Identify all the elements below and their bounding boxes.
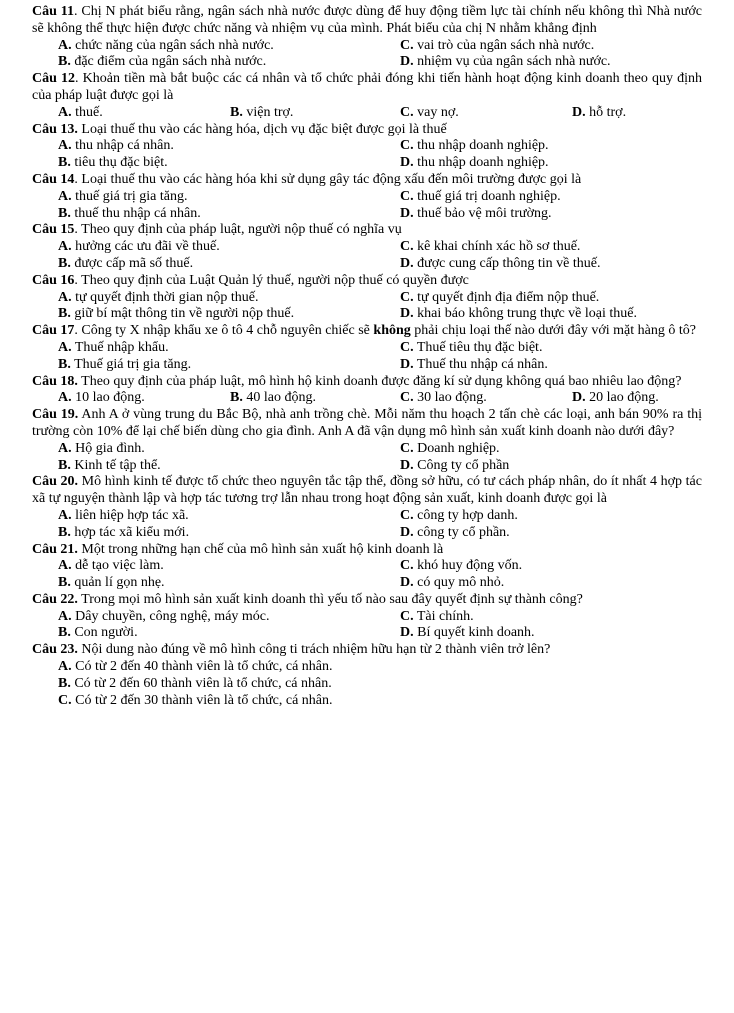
answer-option (400, 390, 572, 407)
option-text: khai báo không trung thực về loại thuế. (413, 306, 637, 322)
option-letter: C. (400, 608, 414, 624)
question-text: Trong mọi mô hình sản xuất kinh doanh thì yếu tố nào sau đây quyết định sự thành công? (77, 591, 583, 607)
answer-option (400, 458, 702, 475)
option-text: kê khai chính xác hồ sơ thuế. (413, 239, 581, 255)
option-text: Có từ 2 đến 60 thành viên là tổ chức, cá nhân. (70, 675, 332, 691)
option-letter: D. (572, 104, 586, 120)
question-stem (32, 172, 702, 189)
option-text: được cung cấp thông tin về thuế. (413, 255, 601, 271)
question-text: Mô hình kinh tế được tổ chức theo nguyên tắc tập thể, đồng sở hữu, có tư cách pháp nhân, do ít nhất 4 hợp tác xã tự nguyện thành lập và hợp tác tương trợ lẫn nhau trong hoạt động sản xuất, kinh doanh được gọi là (32, 474, 702, 507)
answer-option (400, 340, 702, 357)
option-text: quản lí gọn nhẹ. (70, 575, 165, 591)
option-letter: B. (58, 54, 71, 70)
option-letter: A. (58, 188, 72, 204)
option-letter: C. (400, 507, 414, 523)
question-text: Loại thuế thu vào các hàng hóa, dịch vụ đặc biệt được gọi là thuế (77, 121, 447, 137)
option-letter: B. (58, 356, 71, 372)
answer-option (58, 290, 400, 307)
question-text: Anh A ở vùng trung du Bắc Bộ, nhà anh trồng chè. Mỗi năm thu hoạch 2 tấn chè các loại, anh bán 90% ra thị trường còn 10% để lại chế biến dùng cho gia đình. Anh A đã vận dụng mô hình sản xuất kinh doanh nào dưới đây? (32, 407, 702, 439)
answer-option (58, 659, 702, 676)
answer-option (58, 676, 702, 693)
option-letter: D. (400, 54, 414, 70)
question-block (32, 172, 702, 222)
question-text: . Theo quy định của pháp luật, người nộp thuế có nghĩa vụ (74, 222, 402, 238)
option-letter: C. (400, 289, 414, 305)
answer-option (400, 575, 702, 592)
question-stem (32, 592, 702, 609)
option-text: giữ bí mật thông tin về người nộp thuế. (70, 306, 295, 322)
question-block (32, 323, 702, 373)
answer-option (400, 54, 702, 71)
option-text: Hộ gia đình. (71, 440, 145, 456)
option-letter: D. (400, 255, 414, 271)
answer-options (32, 659, 702, 709)
option-text: Thuế thu nhập cá nhân. (413, 356, 548, 372)
question-number: Câu 18. (32, 373, 78, 389)
option-letter: A. (58, 138, 72, 154)
option-text: hợp tác xã kiểu mới. (70, 524, 190, 540)
question-stem (32, 71, 702, 105)
answer-option (58, 105, 230, 122)
question-number: Câu 20. (32, 474, 79, 490)
option-text: có quy mô nhỏ. (413, 575, 505, 591)
option-text: thuế giá trị gia tăng. (71, 188, 188, 204)
option-text: Doanh nghiệp. (413, 440, 500, 456)
option-text: 10 lao động. (71, 390, 145, 406)
option-text: Bí quyết kinh doanh. (413, 625, 535, 641)
answer-option (58, 558, 400, 575)
option-letter: B. (58, 675, 71, 691)
option-letter: D. (572, 390, 586, 406)
option-letter: A. (58, 659, 72, 675)
answer-options (32, 105, 702, 122)
option-text: viện trợ. (242, 104, 294, 120)
question-number: Câu 19. (32, 407, 79, 423)
answer-option (400, 558, 702, 575)
option-letter: A. (58, 608, 72, 624)
option-text: tiêu thụ đặc biệt. (70, 155, 168, 171)
option-letter: D. (400, 155, 414, 171)
option-letter: C. (400, 188, 414, 204)
question-text: . Theo quy định của Luật Quản lý thuế, người nộp thuế có quyền được (74, 272, 469, 288)
answer-option (230, 390, 400, 407)
question-text: Theo quy định của pháp luật, mô hình hộ kinh doanh được đăng kí sử dụng không quá bao nhiêu lao động? (77, 373, 682, 389)
question-text: . Khoản tiền mà bắt buộc các cá nhân và tổ chức phải đóng khi tiến hành hoạt động kinh doanh theo quy định của pháp luật được gọi là (32, 71, 702, 103)
option-text: Công ty cổ phần (413, 457, 510, 473)
option-text: liên hiệp hợp tác xã. (71, 507, 189, 523)
option-text: Dây chuyền, công nghệ, máy móc. (71, 608, 270, 624)
answer-option (400, 239, 702, 256)
answer-option (58, 575, 400, 592)
option-text: 20 lao động. (585, 390, 659, 406)
question-stem (32, 642, 702, 659)
answer-option (58, 54, 400, 71)
option-text: Có từ 2 đến 30 thành viên là tổ chức, cá nhân. (71, 692, 333, 708)
option-letter: D. (400, 625, 414, 641)
question-stem (32, 323, 702, 340)
option-letter: A. (58, 440, 72, 456)
option-letter: C. (400, 440, 414, 456)
option-text: Tài chính. (413, 608, 474, 624)
answer-option (58, 625, 400, 642)
answer-option (400, 290, 702, 307)
answer-options (32, 609, 702, 643)
answer-option (400, 525, 702, 542)
answer-option (58, 239, 400, 256)
option-letter: D. (400, 524, 414, 540)
answer-option (572, 105, 702, 122)
answer-option (572, 390, 702, 407)
answer-option (58, 306, 400, 323)
option-letter: B. (58, 524, 71, 540)
answer-option (58, 206, 400, 223)
option-letter: A. (58, 104, 72, 120)
option-text: vai trò của ngân sách nhà nước. (413, 37, 595, 53)
answer-option (58, 508, 400, 525)
option-text: công ty hợp danh. (413, 507, 518, 523)
option-letter: A. (58, 289, 72, 305)
question-block (32, 374, 702, 408)
option-text: dễ tạo việc làm. (71, 558, 164, 574)
question-stem (32, 4, 702, 38)
option-letter: A. (58, 339, 72, 355)
option-letter: B. (230, 390, 243, 406)
option-letter: D. (400, 356, 414, 372)
option-letter: C. (400, 558, 414, 574)
question-stem (32, 122, 702, 139)
option-text: được cấp mã số thuế. (70, 255, 194, 271)
option-letter: D. (400, 457, 414, 473)
question-block (32, 71, 702, 121)
question-text: . Công ty X nhập khẩu xe ô tô 4 chỗ nguyên chiếc sẽ (74, 323, 374, 339)
question-stem (32, 222, 702, 239)
question-text: . Loại thuế thu vào các hàng hóa khi sử dụng gây tác động xấu đến môi trường được gọi là (74, 171, 582, 187)
option-text: tự quyết định địa điểm nộp thuế. (413, 289, 600, 305)
question-stem (32, 374, 702, 391)
answer-option (400, 38, 702, 55)
question-text: Nội dung nào đúng về mô hình công ti trách nhiệm hữu hạn từ 2 thành viên trở lên? (77, 642, 551, 658)
option-letter: B. (58, 306, 71, 322)
option-text: thuế bảo vệ môi trường. (413, 205, 552, 221)
option-letter: B. (58, 575, 71, 591)
option-letter: A. (58, 239, 72, 255)
option-letter: D. (400, 205, 414, 221)
answer-options (32, 239, 702, 273)
question-number: Câu 15 (32, 222, 75, 238)
option-text: Có từ 2 đến 40 thành viên là tổ chức, cá nhân. (71, 659, 333, 675)
question-text: . Chị N phát biểu rằng, ngân sách nhà nước được dùng để huy động tiềm lực tài chính nếu không thì Nhà nước sẽ không thể thực hiện được chức năng và nhiệm vụ của mình. Phát biểu của chị N nhằm khẳng định (32, 4, 702, 36)
option-letter: B. (58, 255, 71, 271)
answer-option (400, 441, 702, 458)
option-letter: C. (58, 692, 72, 708)
question-block (32, 4, 702, 71)
option-letter: A. (58, 390, 72, 406)
question-stem (32, 407, 702, 441)
option-text: tự quyết định thời gian nộp thuế. (71, 289, 259, 305)
question-number: Câu 16 (32, 272, 75, 288)
option-text: Con người. (70, 625, 138, 641)
option-text: hưởng các ưu đãi về thuế. (71, 239, 220, 255)
answer-option (400, 155, 702, 172)
answer-options (32, 38, 702, 72)
question-number: Câu 23. (32, 642, 78, 658)
question-text: Một trong những hạn chế của mô hình sản xuất hộ kinh doanh là (77, 541, 444, 557)
option-text: công ty cổ phần. (413, 524, 510, 540)
answer-option (58, 693, 702, 710)
answer-option (58, 458, 400, 475)
answer-option (400, 609, 702, 626)
option-text: thu nhập cá nhân. (71, 138, 174, 154)
question-block (32, 407, 702, 474)
answer-option (400, 105, 572, 122)
answer-option (58, 189, 400, 206)
answer-options (32, 558, 702, 592)
option-text: thuế giá trị doanh nghiệp. (413, 188, 561, 204)
option-text: đặc điểm của ngân sách nhà nước. (70, 54, 267, 70)
question-number: Câu 13. (32, 121, 78, 137)
answer-options (32, 508, 702, 542)
option-letter: D. (400, 575, 414, 591)
answer-option (58, 138, 400, 155)
question-block (32, 122, 702, 172)
option-text: 30 lao động. (413, 390, 487, 406)
option-text: Thuế nhập khẩu. (71, 339, 169, 355)
option-text: nhiệm vụ của ngân sách nhà nước. (413, 54, 611, 70)
option-text: khó huy động vốn. (413, 558, 523, 574)
question-stem (32, 542, 702, 559)
option-letter: C. (400, 239, 414, 255)
answer-option (400, 256, 702, 273)
question-block (32, 592, 702, 642)
question-number: Câu 12 (32, 71, 76, 87)
option-text: Kinh tế tập thể. (70, 457, 161, 473)
answer-option (58, 390, 230, 407)
answer-option (58, 155, 400, 172)
option-text: vay nợ. (413, 104, 459, 120)
question-number: Câu 21. (32, 541, 78, 557)
answer-option (400, 306, 702, 323)
question-stem (32, 273, 702, 290)
answer-options (32, 441, 702, 475)
answer-option (58, 609, 400, 626)
answer-options (32, 290, 702, 324)
answer-options (32, 189, 702, 223)
option-text: chức năng của ngân sách nhà nước. (71, 37, 274, 53)
answer-option (400, 206, 702, 223)
answer-option (58, 525, 400, 542)
question-block (32, 273, 702, 323)
question-block (32, 474, 702, 541)
option-letter: B. (58, 457, 71, 473)
question-number: Câu 17 (32, 323, 75, 339)
answer-option (400, 357, 702, 374)
answer-option (400, 508, 702, 525)
option-letter: C. (400, 104, 414, 120)
option-text: thuế. (71, 104, 103, 120)
option-letter: C. (400, 138, 414, 154)
option-letter: A. (58, 37, 72, 53)
answer-option (230, 105, 400, 122)
option-letter: A. (58, 507, 72, 523)
option-letter: C. (400, 390, 414, 406)
answer-option (58, 357, 400, 374)
answer-options (32, 340, 702, 374)
question-block (32, 222, 702, 272)
option-letter: C. (400, 37, 414, 53)
answer-option (58, 441, 400, 458)
option-letter: C. (400, 339, 414, 355)
answer-option (58, 256, 400, 273)
option-text: Thuế giá trị gia tăng. (70, 356, 192, 372)
question-text-emphasis: không (373, 323, 411, 339)
answer-option (400, 189, 702, 206)
answer-options (32, 138, 702, 172)
option-letter: B. (58, 205, 71, 221)
answer-option (400, 625, 702, 642)
option-text: thu nhập doanh nghiệp. (413, 155, 549, 171)
question-block (32, 542, 702, 592)
option-letter: B. (230, 104, 243, 120)
answer-options (32, 390, 702, 407)
question-stem (32, 474, 702, 508)
question-text: phải chịu loại thế nào dưới đây với mặt hàng ô tô? (410, 323, 696, 339)
option-letter: A. (58, 558, 72, 574)
question-number: Câu 22. (32, 591, 78, 607)
answer-option (58, 38, 400, 55)
answer-option (400, 138, 702, 155)
option-text: 40 lao động. (242, 390, 316, 406)
option-letter: B. (58, 155, 71, 171)
option-letter: D. (400, 306, 414, 322)
option-text: thuế thu nhập cá nhân. (70, 205, 201, 221)
question-block (32, 642, 702, 709)
question-number: Câu 14 (32, 171, 75, 187)
option-letter: B. (58, 625, 71, 641)
option-text: Thuế tiêu thụ đặc biệt. (413, 339, 543, 355)
option-text: thu nhập doanh nghiệp. (413, 138, 549, 154)
answer-option (58, 340, 400, 357)
option-text: hỗ trợ. (585, 104, 627, 120)
question-number: Câu 11 (32, 4, 75, 19)
